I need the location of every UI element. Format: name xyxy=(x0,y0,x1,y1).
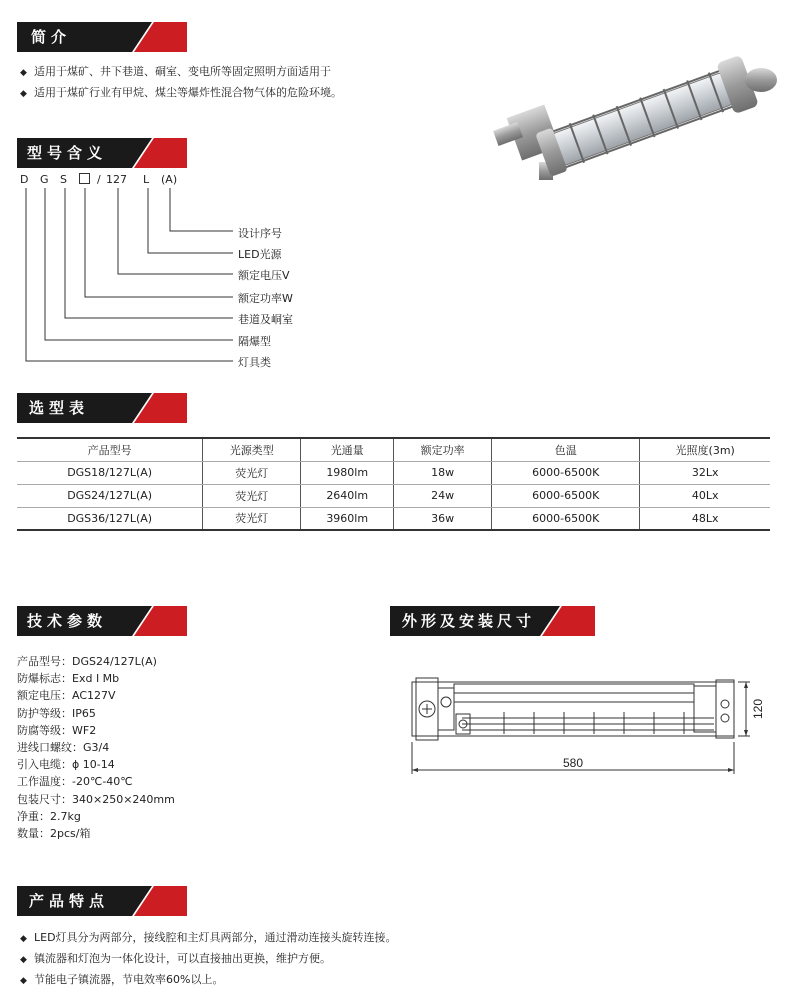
param-rated-voltage: 额定电压：AC127V xyxy=(17,689,116,703)
code-label-design-serial: 设计序号 xyxy=(238,227,282,240)
table-header-row xyxy=(17,438,770,461)
code-label-flameproof: 隔爆型 xyxy=(238,335,271,348)
diamond-icon: ◆ xyxy=(20,976,27,986)
table-cell: 6000-6500K xyxy=(492,507,640,530)
section-header-dimensions xyxy=(390,606,595,636)
list-item: ◆ 适用于煤矿行业有甲烷、煤尘等爆炸性混合物气体的危险环境。 xyxy=(20,83,342,104)
param-net-weight: 净重：2.7kg xyxy=(17,809,81,823)
table-cell: 18w xyxy=(394,461,492,484)
code-letter-d: D xyxy=(20,173,29,186)
section-title: 型号含义 xyxy=(27,144,108,162)
table-cell: DGS36/127L(A) xyxy=(17,507,203,530)
table-row xyxy=(17,484,770,507)
table-cell: 3960lm xyxy=(301,507,394,530)
param-quantity: 数量：2pcs/箱 xyxy=(17,827,91,841)
section-title: 选型表 xyxy=(29,399,90,417)
section-title: 技术参数 xyxy=(27,612,108,630)
col-header: 光照度(3m) xyxy=(640,438,770,461)
diamond-icon: ◆ xyxy=(20,68,27,78)
dimension-drawing xyxy=(404,674,784,784)
section-title: 外形及安装尺寸 xyxy=(402,612,536,630)
model-code-tree-lines xyxy=(0,0,800,380)
section-header-selection xyxy=(17,393,187,423)
section-title: 产品特点 xyxy=(29,892,110,910)
feature-bullet-list xyxy=(20,928,397,991)
col-header: 色温 xyxy=(492,438,640,461)
col-header: 光通量 xyxy=(301,438,394,461)
diamond-icon: ◆ xyxy=(20,934,27,944)
table-cell: 荧光灯 xyxy=(203,507,301,530)
table-cell: 荧光灯 xyxy=(203,461,301,484)
dimension-height-label: 120 xyxy=(751,698,765,720)
param-cable: 引入电缆：ϕ 10-14 xyxy=(17,758,115,772)
list-item: ◆ 镇流器和灯泡为一体化设计，可以直接抽出更换，维护方便。 xyxy=(20,949,397,970)
table-cell: 32Lx xyxy=(640,461,770,484)
selection-table xyxy=(17,437,770,531)
table-row xyxy=(17,507,770,530)
diamond-icon: ◆ xyxy=(20,89,27,99)
table-cell: DGS18/127L(A) xyxy=(17,461,203,484)
code-label-tunnel: 巷道及峒室 xyxy=(238,313,293,326)
table-cell: 1980lm xyxy=(301,461,394,484)
param-work-temp: 工作温度：-20℃-40℃ xyxy=(17,775,133,789)
list-item: ◆ 适用于煤矿、井下巷道、硐室、变电所等固定照明方面适用于 xyxy=(20,62,342,83)
code-label-rated-power: 额定功率W xyxy=(238,292,293,305)
section-header-features xyxy=(17,886,187,916)
table-row xyxy=(17,461,770,484)
col-header: 光源类型 xyxy=(203,438,301,461)
tech-params-list xyxy=(17,653,175,842)
code-label-led-source: LED光源 xyxy=(238,248,282,261)
table-cell: DGS24/127L(A) xyxy=(17,484,203,507)
param-explosion-mark: 防爆标志：Exd Ⅰ Mb xyxy=(17,672,120,686)
table-cell: 40Lx xyxy=(640,484,770,507)
diamond-icon: ◆ xyxy=(20,955,27,965)
col-header: 额定功率 xyxy=(394,438,492,461)
code-letter-g: G xyxy=(40,173,49,186)
param-package-size: 包装尺寸：340×250×240mm xyxy=(17,792,175,806)
code-slash: / xyxy=(97,173,101,186)
list-item: ◆ LED灯具分为两部分，接线腔和主灯具两部分，通过滑动连接头旋转连接。 xyxy=(20,928,397,949)
col-header: 产品型号 xyxy=(17,438,203,461)
param-protection-level: 防护等级：IP65 xyxy=(17,706,96,720)
code-suffix: (A) xyxy=(161,173,178,186)
table-cell: 48Lx xyxy=(640,507,770,530)
table-cell: 6000-6500K xyxy=(492,461,640,484)
code-label-lamp-class: 灯具类 xyxy=(238,356,271,369)
table-cell: 荧光灯 xyxy=(203,484,301,507)
code-voltage: 127 xyxy=(106,173,127,186)
param-anticorrosion: 防腐等级：WF2 xyxy=(17,723,97,737)
table-cell: 24w xyxy=(394,484,492,507)
code-label-rated-voltage: 额定电压V xyxy=(238,269,290,282)
list-item: ◆ 节能电子镇流器，节电效率60%以上。 xyxy=(20,970,397,991)
table-cell: 2640lm xyxy=(301,484,394,507)
param-model: 产品型号：DGS24/127L(A) xyxy=(17,655,157,668)
table-cell: 36w xyxy=(394,507,492,530)
param-inlet-thread: 进线口螺纹：G3/4 xyxy=(17,741,110,755)
section-title: 简介 xyxy=(31,28,72,46)
table-cell: 6000-6500K xyxy=(492,484,640,507)
dimension-length-label: 580 xyxy=(562,756,584,770)
section-header-tech-params xyxy=(17,606,187,636)
code-letter-s: S xyxy=(60,173,67,186)
code-letter-l: L xyxy=(143,173,150,186)
